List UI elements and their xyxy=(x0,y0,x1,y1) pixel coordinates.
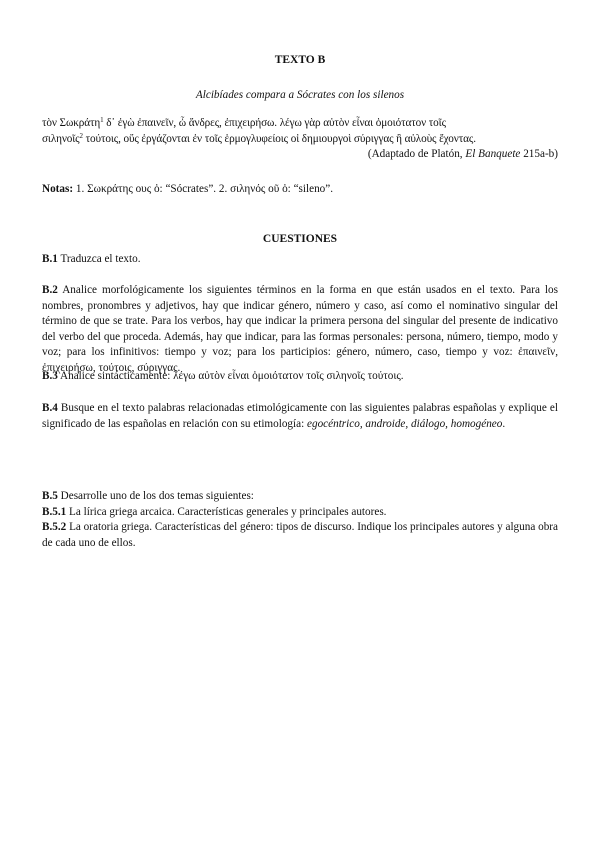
question-text: Desarrolle uno de los dos temas siguientes: xyxy=(57,490,254,502)
footnote-ref-2: 2 xyxy=(79,131,83,140)
question-b5-intro xyxy=(42,489,558,505)
greek-line-1 xyxy=(42,116,558,132)
greek-line-1-start: τὸν Σωκράτη xyxy=(42,117,101,129)
question-label: B.3 xyxy=(42,370,58,382)
exam-page xyxy=(42,0,558,848)
greek-line-1-end: δ᾽ ἐγὼ ἐπαινεῖν, ὦ ἄνδρες, ἐπιχειρήσω. λέγω γὰρ αὐτὸν εἶναι ὁμοιότατον τοῖς xyxy=(103,117,446,129)
greek-line-2-end: τούτοις, οὕς ἐργάζονται ἐν τοῖς ἑρμογλυφείοις οἱ δημιουργοὶ σύριγγας ἢ αὐλοὺς ἔχοντας. xyxy=(82,132,476,145)
greek-line-2 xyxy=(42,132,558,148)
question-label: B.5 xyxy=(42,490,58,502)
source-prefix: (Adaptado de Platón, xyxy=(367,148,466,160)
question-b1 xyxy=(42,252,558,268)
question-b2 xyxy=(42,283,558,376)
question-b5-1 xyxy=(42,505,558,521)
question-text: Analice sintácticamente: λέγω αὐτὸν εἶναι ὁμοιότατον τοῖς σιληνοῖς τούτοις. xyxy=(57,370,404,382)
question-b4 xyxy=(42,401,558,432)
source-suffix: 215a-b) xyxy=(520,148,558,160)
question-label: B.4 xyxy=(42,402,58,414)
notes xyxy=(42,182,558,198)
question-text: Busque en el texto palabras relacionadas etimológicamente con las siguientes palabras españolas y explique el significado de las españolas en relación con su etimología: xyxy=(42,402,558,430)
question-text: La lírica griega arcaica. Características generales y principales autores. xyxy=(66,505,387,518)
greek-passage xyxy=(42,116,558,163)
question-label: B.5.2 xyxy=(42,521,67,533)
etymology-words: egocéntrico, androide, diálogo, homogéneo xyxy=(307,417,503,430)
question-b3 xyxy=(42,369,558,385)
source-citation xyxy=(42,147,558,163)
question-label: B.1 xyxy=(42,253,58,265)
section-title-cuestiones: CUESTIONES xyxy=(262,233,338,245)
question-text: Analice morfológicamente los siguientes términos en la forma en que están usados en el texto. Para los nombres, pronombres y adjetivos, hay que indicar género, número y caso, así como el nominativo singular del término de que se trate. Para los verbos, hay que indicar la primera persona del singular del presente de indicativo del verbo del que proceda. Además, hay que indicar, para las formas personales: persona, número, tiempo, modo y voz; para los infinitivos: tiempo y voz; para los participios: género, número, caso, tiempo y voz: ἐπαινεῖν, ἐπιχειρήσω, τούτοις, σύριγγας. xyxy=(42,284,558,374)
source-work: El Banquete xyxy=(465,148,521,160)
question-text: Traduzca el texto. xyxy=(57,253,141,265)
question-b5-2 xyxy=(42,520,558,551)
text-subtitle: Alcibíades compara a Sócrates con los silenos xyxy=(195,89,405,101)
question-label: B.5.1 xyxy=(42,505,67,518)
footnote-ref-1: 1 xyxy=(100,116,104,124)
question-b5 xyxy=(42,489,558,551)
question-text: La oratoria griega. Características del género: tipos de discurso. Indique los principales autores y alguna obra de cada uno de ellos. xyxy=(42,521,558,549)
page-title: TEXTO B xyxy=(274,54,326,66)
question-text-end: . xyxy=(502,417,506,430)
notes-label: Notas: xyxy=(42,183,74,195)
question-label: B.2 xyxy=(42,284,58,296)
notes-text: 1. Σωκράτης ους ὁ: “Sócrates”. 2. σιληνός οῦ ὁ: “sileno”. xyxy=(73,183,334,195)
greek-line-2-start: σιληνοῖς xyxy=(42,132,80,145)
